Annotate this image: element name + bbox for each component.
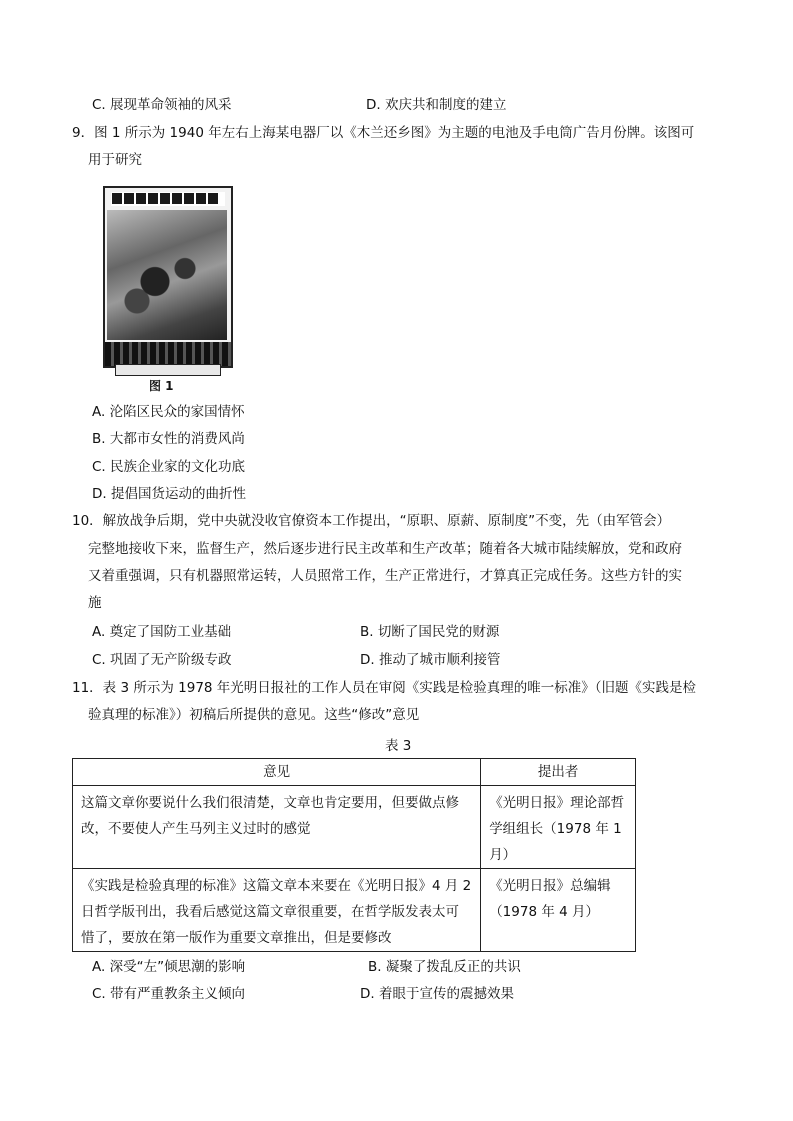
table-row <box>73 786 636 869</box>
poster-artwork <box>107 210 227 340</box>
q10-stem-line2: 完整地接收下来，监督生产，然后逐步进行民主改革和生产改革；随着各大城市陆续解放，党和政府 <box>88 541 682 557</box>
q11-option-c: C. 带有严重教条主义倾向 <box>92 986 246 1002</box>
q10-stem-line1: 10．解放战争后期，党中央就没收官僚资本工作提出，“原职、原薪、原制度”不变，先（由军管会） <box>72 513 671 529</box>
q10-option-b: B. 切断了国民党的财源 <box>360 624 500 640</box>
q9-option-b: B. 大都市女性的消费风尚 <box>92 431 245 447</box>
q10-stem-line4: 施 <box>88 595 102 611</box>
poster-title-strip <box>111 192 225 206</box>
q11-option-b: B. 凝聚了拨乱反正的共识 <box>368 959 521 975</box>
q8-option-d: D. 欢庆共和制度的建立 <box>366 97 507 113</box>
q11-stem-line1: 11．表 3 所示为 1978 年光明日报社的工作人员在审阅《实践是检验真理的唯一标准》（旧题《实践是检 <box>72 680 697 696</box>
q10-option-a: A. 奠定了国防工业基础 <box>92 624 232 640</box>
row1-proposer: 《光明日报》理论部哲学组组长（1978 年 1 月） <box>481 786 636 869</box>
header-opinion: 意见 <box>73 759 481 786</box>
q10-option-c: C. 巩固了无产阶级专政 <box>92 652 232 668</box>
table-row <box>73 869 636 952</box>
q10-option-d: D. 推动了城市顺利接管 <box>360 652 501 668</box>
table-header-row <box>73 759 636 786</box>
q9-stem-line2: 用于研究 <box>88 152 142 168</box>
q10-stem-line3: 又着重强调，只有机器照常运转，人员照常工作，生产正常进行，才算真正完成任务。这些方针的实 <box>88 568 682 584</box>
q9-stem-line1: 9．图 1 所示为 1940 年左右上海某电器厂以《木兰还乡图》为主题的电池及手电筒广告月份牌。该图可 <box>72 125 695 141</box>
q9-option-d: D. 提倡国货运动的曲折性 <box>92 486 246 502</box>
opinion-table <box>72 758 636 952</box>
q9-option-a: A. 沦陷区民众的家国情怀 <box>92 404 245 420</box>
poster-image <box>103 186 233 368</box>
row2-proposer: 《光明日报》总编辑（1978 年 4 月） <box>481 869 636 952</box>
row1-opinion: 这篇文章你要说什么我们很清楚，文章也肯定要用，但要做点修改，不要使人产生马列主义过时的感觉 <box>73 786 481 869</box>
q9-figure-poster <box>101 186 231 393</box>
figure-caption: 图 1 <box>149 379 174 393</box>
q9-option-c: C. 民族企业家的文化功底 <box>92 459 246 475</box>
row2-opinion: 《实践是检验真理的标准》这篇文章本来要在《光明日报》4 月 2 日哲学版刊出，我看后感觉这篇文章很重要，在哲学版发表太可惜了，要放在第一版作为重要文章推出，但是要修改 <box>73 869 481 952</box>
header-proposer: 提出者 <box>481 759 636 786</box>
q11-option-d: D. 着眼于宣传的震撼效果 <box>360 986 514 1002</box>
q11-option-a: A. 深受“左”倾思潮的影响 <box>92 959 246 975</box>
poster-bottom-strip <box>105 342 231 366</box>
table-caption: 表 3 <box>385 738 412 754</box>
q8-option-c: C. 展现革命领袖的风采 <box>92 97 232 113</box>
poster-label-box <box>115 364 221 376</box>
q11-stem-line2: 验真理的标准》）初稿后所提供的意见。这些“修改”意见 <box>88 707 420 723</box>
